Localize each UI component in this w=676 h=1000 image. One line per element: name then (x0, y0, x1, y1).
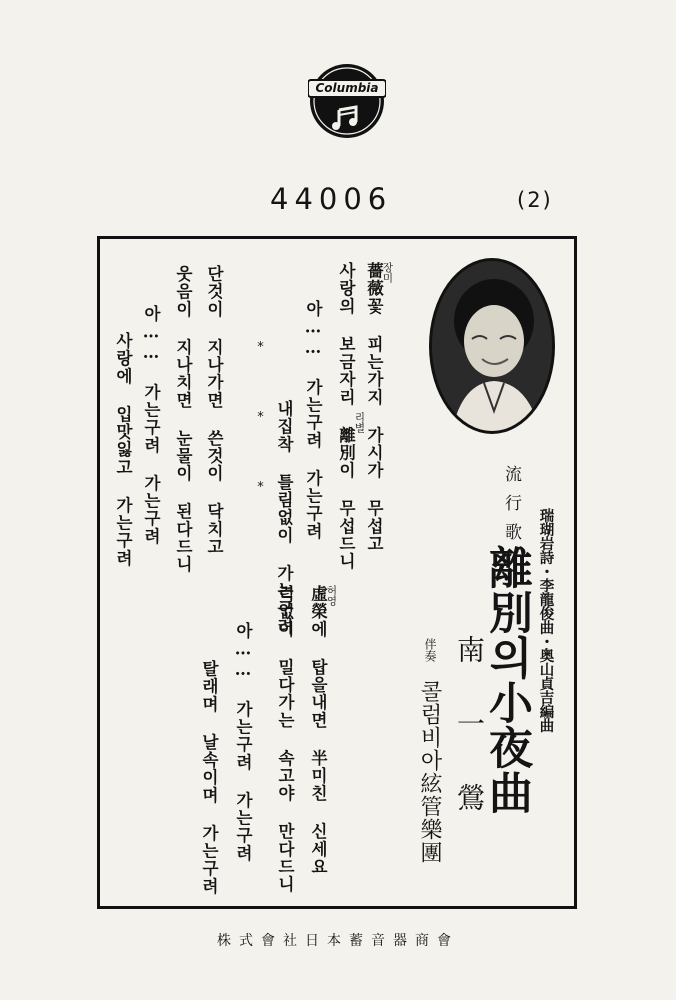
verse3-line4: 탈래며 날속이며 가는구려 (199, 660, 219, 896)
side-number: (2) (517, 188, 553, 212)
accompaniment-label: 伴奏 (423, 638, 437, 662)
singer-portrait (429, 258, 555, 434)
song-title: 離別의小夜曲 (481, 545, 532, 815)
verse-separator: * * * (253, 340, 268, 515)
logo-text: Columbia (315, 81, 379, 95)
genre-label: 流行歌 (501, 465, 521, 552)
verse1-line1: 薔薇꽃 피는가지 가시가 무섭고 (364, 262, 384, 553)
catalog-number: 44006 (270, 182, 393, 216)
verse1-line3: 아…… 가는구려 가는구려 (303, 300, 323, 541)
columbia-logo-icon (308, 58, 386, 140)
verse2-line2: 웃음이 지나치면 눈물이 된다드니 (173, 265, 193, 574)
verse1-line2: 사랑의 보금자리 離別이 무섭드니 (336, 262, 356, 571)
verse2-line3: 아…… 가는구려 가는구려 (141, 305, 161, 546)
verse3-line3: 아…… 가는구려 가는구려 (233, 622, 253, 863)
singer-name: 南一鶯 (453, 635, 486, 857)
verse2-line1: 단것이 지나가면 쓴것이 닥치고 (204, 265, 224, 556)
publisher-footer: 株式會社日本蓄音器商會 (217, 933, 459, 949)
accompaniment-name: 콜럼비아絃管樂團 (417, 680, 442, 864)
song-credits: 瑞瑚岩詩・李龍俊曲・奥山貞吉編曲 (537, 508, 555, 732)
verse3-line2: 럭없이 밀다가는 속고야 만다드니 (275, 585, 295, 894)
verse1-ruby1: 장미 (381, 262, 394, 283)
portrait-photo-icon (432, 261, 552, 431)
verse3-ruby1: 허영 (325, 585, 338, 606)
verse3-line1: 虛榮에 탑을내면 半미친 신세요 (308, 585, 328, 876)
columbia-logo (308, 58, 386, 140)
verse1-ruby2: 리별 (353, 412, 366, 433)
verse1-line4: 내집착 틀림없이 가는구려 (274, 400, 294, 636)
verse2-line4: 사랑에 입맛잃고 가는구려 (113, 332, 133, 568)
